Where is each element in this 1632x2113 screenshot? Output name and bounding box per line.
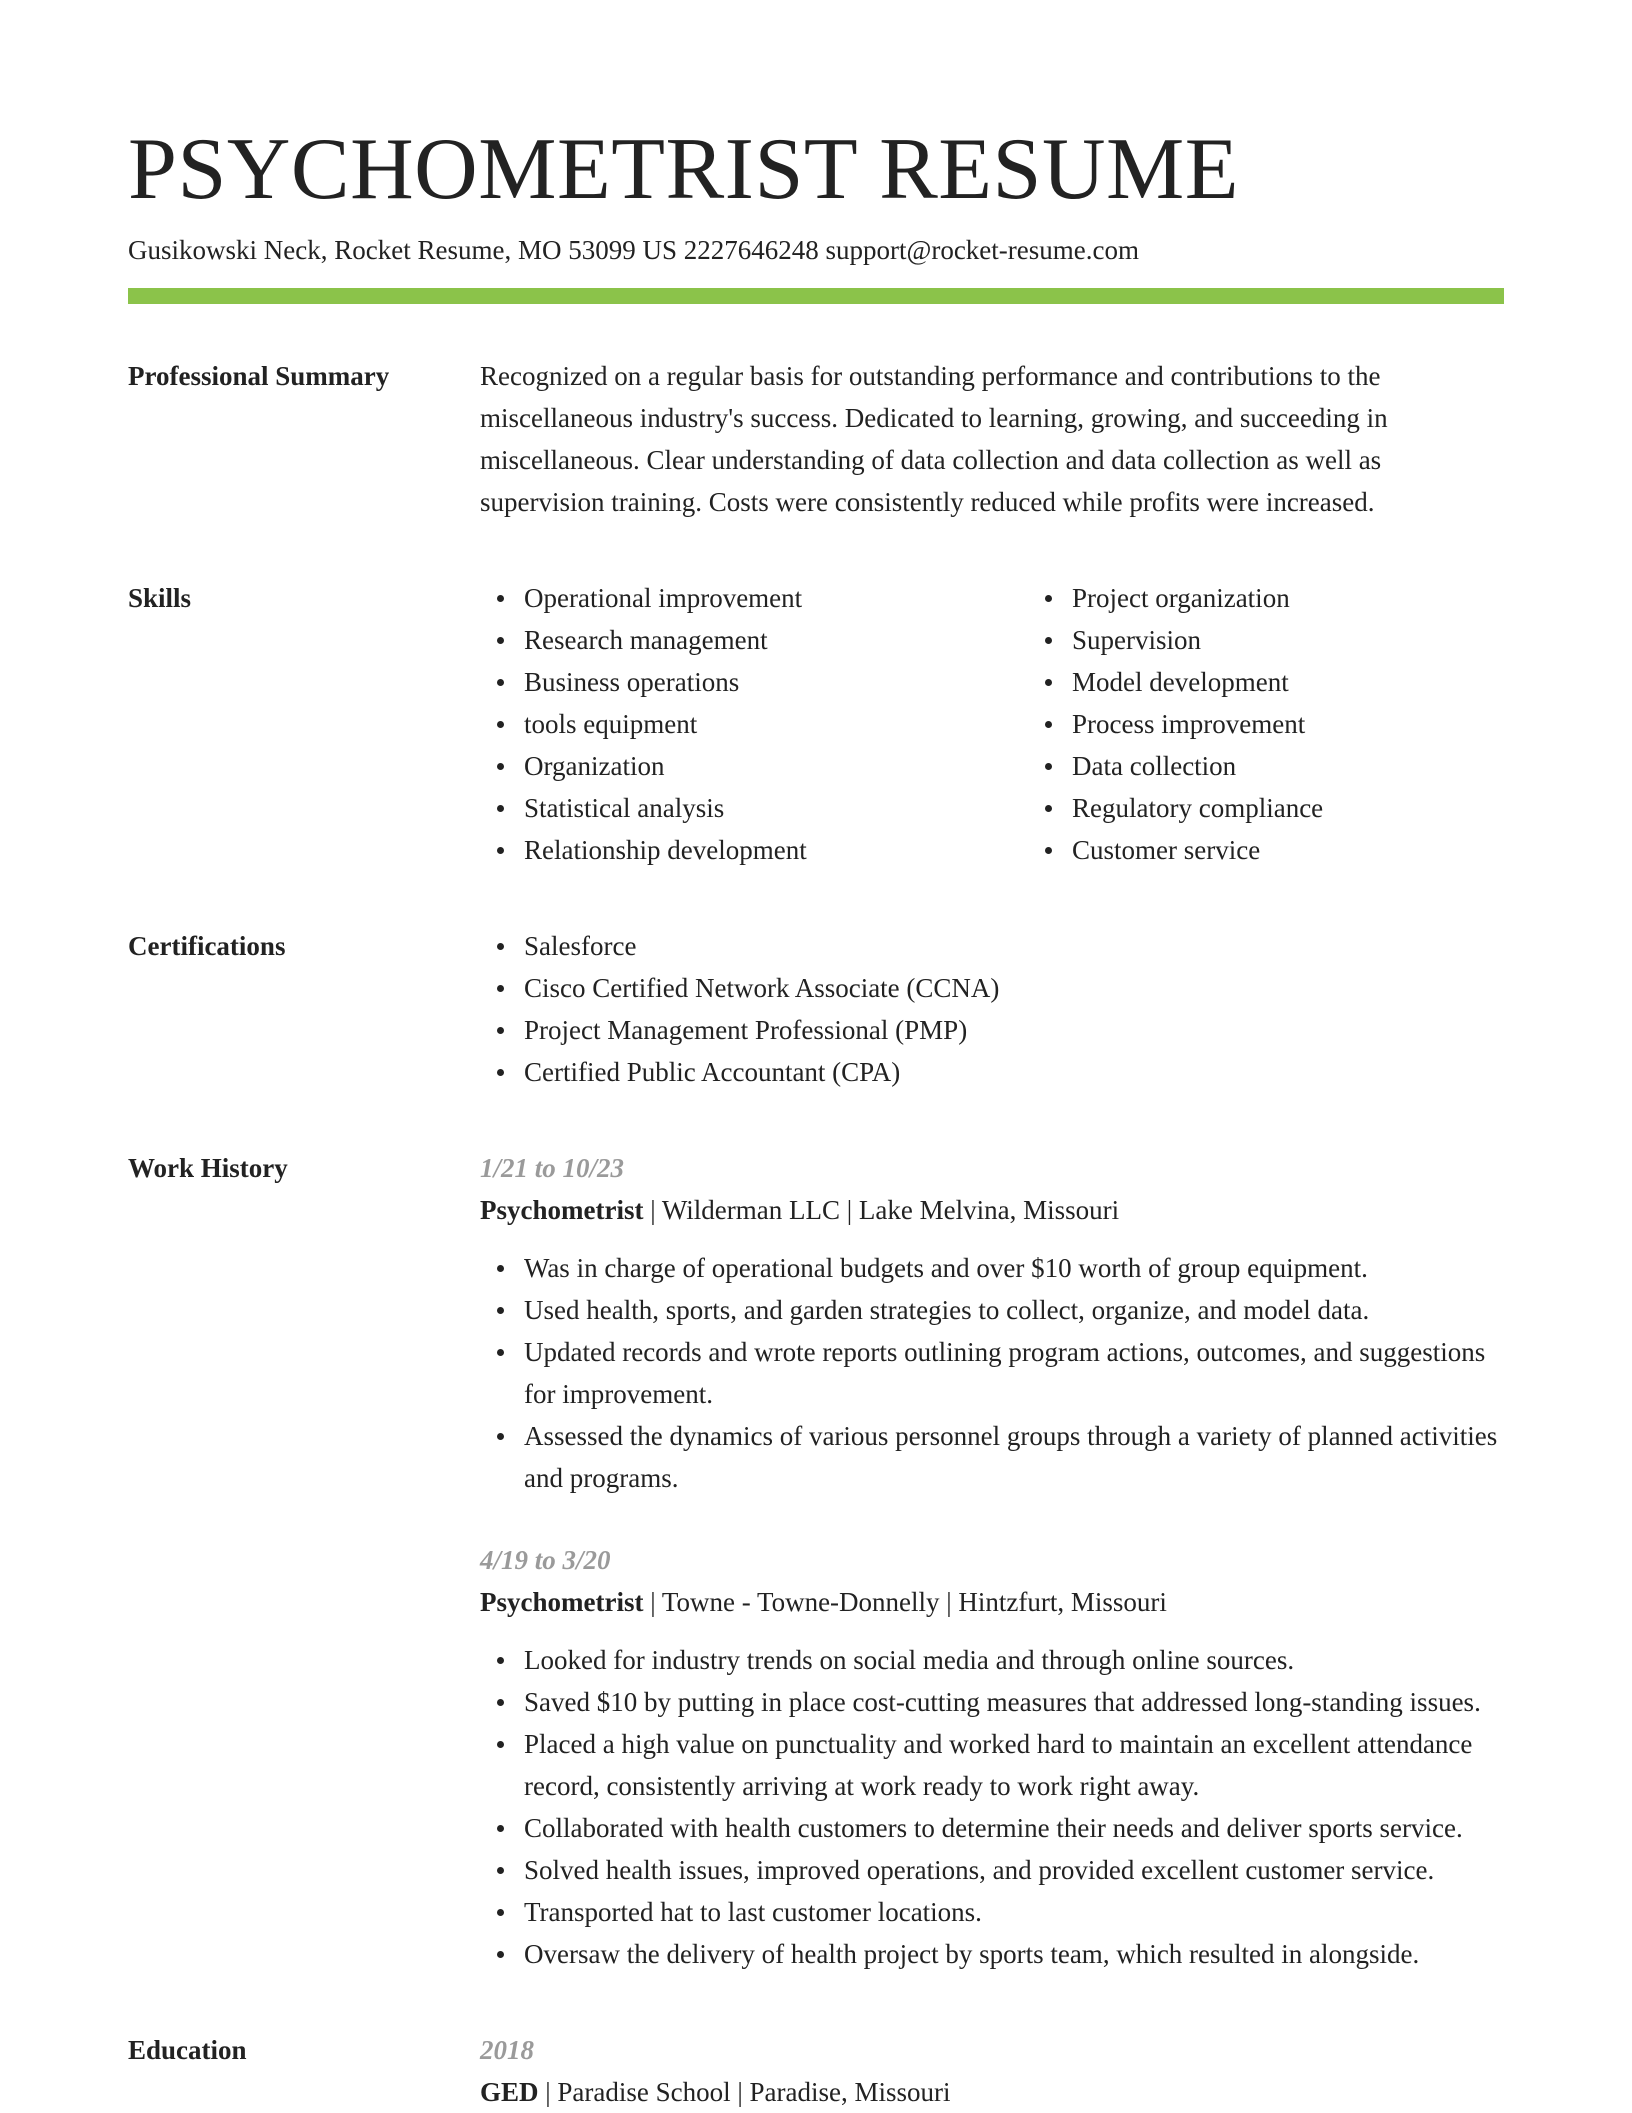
section-title-summary: Professional Summary xyxy=(128,361,390,391)
certification-item: Certified Public Accountant (CPA) xyxy=(524,1051,1504,1093)
education-line xyxy=(480,2071,1504,2113)
education-school-location: | Paradise School | Paradise, Missouri xyxy=(538,2077,951,2107)
skill-item: Operational improvement xyxy=(524,577,1028,619)
job-bullet: Transported hat to last customer locations. xyxy=(524,1891,1504,1933)
job-bullet: Placed a high value on punctuality and worked hard to maintain an excellent attendance record, consistently arriving at work ready to work right away. xyxy=(524,1723,1504,1807)
skill-item: Model development xyxy=(1072,661,1576,703)
skill-item: tools equipment xyxy=(524,703,1028,745)
resume-title: PSYCHOMETRIST RESUME xyxy=(128,121,1240,218)
job-dates: 4/19 to 3/20 xyxy=(480,1545,611,1575)
section-title-work: Work History xyxy=(128,1153,288,1183)
job-role: Psychometrist xyxy=(480,1195,644,1225)
skill-item: Project organization xyxy=(1072,577,1576,619)
skills-section xyxy=(128,577,1504,871)
work-history-section xyxy=(128,1147,1504,1975)
job-employer-location: | Wilderman LLC | Lake Melvina, Missouri xyxy=(643,1195,1120,1225)
job-bullet: Updated records and wrote reports outlining program actions, outcomes, and suggestions for improvement. xyxy=(524,1331,1504,1415)
skill-item: Process improvement xyxy=(1072,703,1576,745)
job-bullet: Collaborated with health customers to determine their needs and deliver sports service. xyxy=(524,1807,1504,1849)
skills-list-left xyxy=(480,577,1028,871)
section-title-certifications: Certifications xyxy=(128,931,286,961)
job-role-line xyxy=(480,1581,1504,1623)
summary-section xyxy=(128,355,1504,523)
job-bullet: Saved $10 by putting in place cost-cutting measures that addressed long-standing issues. xyxy=(524,1681,1504,1723)
job-bullet: Used health, sports, and garden strategies to collect, organize, and model data. xyxy=(524,1289,1504,1331)
skill-item: Research management xyxy=(524,619,1028,661)
certification-item: Salesforce xyxy=(524,925,1504,967)
job-bullets xyxy=(480,1247,1504,1499)
certifications-list xyxy=(480,925,1504,1093)
summary-text: Recognized on a regular basis for outstanding performance and contributions to the miscellaneous industry's success. Dedicated to learning, growing, and succeeding in miscellaneous. Clear understanding of data collection and data collection as well as supervision training. Costs were consistently reduced while profits were increased. xyxy=(480,361,1388,517)
certification-item: Cisco Certified Network Associate (CCNA) xyxy=(524,967,1504,1009)
certification-item: Project Management Professional (PMP) xyxy=(524,1009,1504,1051)
job-role: Psychometrist xyxy=(480,1587,644,1617)
skill-item: Supervision xyxy=(1072,619,1576,661)
job-entry xyxy=(480,1539,1504,1975)
skills-list-right xyxy=(1028,577,1576,871)
job-bullet: Solved health issues, improved operations, and provided excellent customer service. xyxy=(524,1849,1504,1891)
skill-item: Statistical analysis xyxy=(524,787,1028,829)
resume-page xyxy=(128,118,1504,2113)
section-title-education: Education xyxy=(128,2035,247,2065)
section-title-skills: Skills xyxy=(128,583,192,613)
skill-item: Data collection xyxy=(1072,745,1576,787)
education-degree: GED xyxy=(480,2077,539,2107)
job-bullets xyxy=(480,1639,1504,1975)
job-dates: 1/21 to 10/23 xyxy=(480,1153,625,1183)
skill-item: Organization xyxy=(524,745,1028,787)
skill-item: Regulatory compliance xyxy=(1072,787,1576,829)
certifications-section xyxy=(128,925,1504,1093)
job-entry xyxy=(480,1147,1504,1499)
accent-divider xyxy=(128,288,1504,304)
education-dates: 2018 xyxy=(480,2035,534,2065)
job-bullet: Assessed the dynamics of various personnel groups through a variety of planned activities and programs. xyxy=(524,1415,1504,1499)
job-employer-location: | Towne - Towne-Donnelly | Hintzfurt, Missouri xyxy=(643,1587,1167,1617)
job-bullet: Looked for industry trends on social media and through online sources. xyxy=(524,1639,1504,1681)
job-role-line xyxy=(480,1189,1504,1231)
education-section xyxy=(128,2029,1504,2113)
job-bullet: Oversaw the delivery of health project by sports team, which resulted in alongside. xyxy=(524,1933,1504,1975)
job-bullet: Was in charge of operational budgets and over $10 worth of group equipment. xyxy=(524,1247,1504,1289)
skill-item: Customer service xyxy=(1072,829,1576,871)
skill-item: Business operations xyxy=(524,661,1028,703)
skill-item: Relationship development xyxy=(524,829,1028,871)
contact-line: Gusikowski Neck, Rocket Resume, MO 53099 US 2227646248 support@rocket-resume.com xyxy=(128,235,1139,265)
